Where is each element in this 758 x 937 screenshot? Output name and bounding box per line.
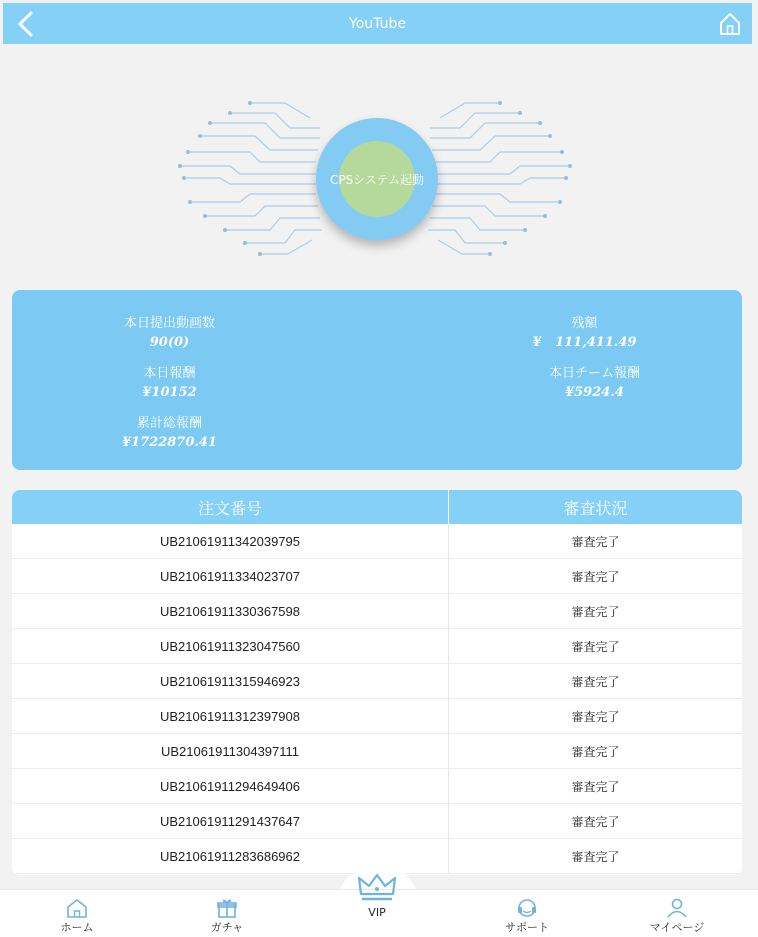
- order-number-cell: UB21061911342039795: [12, 524, 449, 558]
- review-status-cell: 審査完了: [571, 639, 620, 654]
- stat-balance: [507, 312, 662, 350]
- stat-today-reward-label: 本日報酬: [143, 366, 196, 381]
- table-row: [12, 804, 742, 839]
- review-status-cell: 審査完了: [571, 779, 620, 794]
- crown-icon: [357, 872, 397, 902]
- order-number-cell: UB21061911294649406: [12, 769, 449, 803]
- stat-team-reward: [522, 362, 667, 400]
- tab-support-label: サポート: [505, 921, 549, 934]
- stat-total-reward-value: ¥1722870.41: [122, 435, 217, 450]
- cps-hero: [170, 88, 580, 268]
- table-header: [12, 490, 742, 524]
- column-header-review-status: 審査状況: [563, 498, 628, 518]
- review-status-cell: 審査完了: [571, 534, 620, 549]
- review-status-cell: 審査完了: [571, 709, 620, 724]
- stat-today-reward-value: ¥10152: [142, 385, 197, 400]
- review-status-cell: 審査完了: [571, 744, 620, 759]
- tab-vip[interactable]: [327, 868, 427, 937]
- stat-today-reward: [112, 362, 227, 400]
- stat-submit-count: [112, 312, 227, 350]
- table-row: [12, 734, 742, 769]
- order-number-cell: UB21061911315946923: [12, 664, 449, 698]
- tab-vip-label: VIP: [368, 906, 386, 919]
- orders-table: [12, 490, 742, 875]
- home-icon: [66, 898, 88, 918]
- tab-gacha-label: ガチャ: [210, 921, 244, 934]
- tab-home-label: ホーム: [60, 921, 94, 934]
- stat-submit-count-label: 本日提出動画数: [123, 316, 215, 331]
- table-body: [12, 524, 742, 874]
- gift-icon: [216, 898, 238, 918]
- home-icon: [718, 11, 742, 37]
- cps-start-label: CPSシステム起動: [329, 172, 425, 187]
- stat-team-reward-label: 本日チーム報酬: [548, 366, 640, 381]
- bottom-tab-bar: [0, 889, 758, 937]
- tab-gacha[interactable]: [177, 890, 277, 937]
- home-button[interactable]: [718, 11, 742, 37]
- table-row: [12, 524, 742, 559]
- order-number-cell: UB21061911291437647: [12, 804, 449, 838]
- headset-icon: [516, 898, 538, 918]
- page-title: YouTube: [349, 15, 406, 32]
- review-status-cell: 審査完了: [571, 569, 620, 584]
- stats-panel: [12, 290, 742, 470]
- stat-team-reward-value: ¥5924.4: [565, 385, 624, 400]
- review-status-cell: 審査完了: [571, 604, 620, 619]
- cps-start-button[interactable]: [316, 118, 438, 240]
- order-number-cell: UB21061911283686962: [12, 839, 449, 873]
- stat-balance-value: ¥ 111,411.49: [532, 335, 637, 350]
- tab-support[interactable]: [477, 890, 577, 937]
- order-number-cell: UB21061911323047560: [12, 629, 449, 663]
- column-header-order-number: 注文番号: [12, 490, 449, 524]
- app-header: [3, 3, 752, 44]
- tab-home[interactable]: [27, 890, 127, 937]
- table-row: [12, 664, 742, 699]
- stat-total-reward: [107, 412, 232, 450]
- table-row: [12, 559, 742, 594]
- table-row: [12, 769, 742, 804]
- table-row: [12, 699, 742, 734]
- chevron-left-icon: [13, 9, 39, 39]
- order-number-cell: UB21061911334023707: [12, 559, 449, 593]
- table-row: [12, 629, 742, 664]
- stat-total-reward-label: 累計総報酬: [136, 416, 202, 431]
- stat-balance-label: 残額: [571, 316, 598, 331]
- order-number-cell: UB21061911304397111: [12, 734, 449, 768]
- order-number-cell: UB21061911330367598: [12, 594, 449, 628]
- user-icon: [666, 898, 688, 918]
- review-status-cell: 審査完了: [571, 849, 620, 864]
- table-row: [12, 594, 742, 629]
- review-status-cell: 審査完了: [571, 674, 620, 689]
- review-status-cell: 審査完了: [571, 814, 620, 829]
- back-button[interactable]: [13, 9, 39, 39]
- stat-submit-count-value: 90(0): [149, 335, 190, 350]
- order-number-cell: UB21061911312397908: [12, 699, 449, 733]
- tab-mypage[interactable]: [627, 890, 727, 937]
- tab-mypage-label: マイページ: [649, 921, 705, 934]
